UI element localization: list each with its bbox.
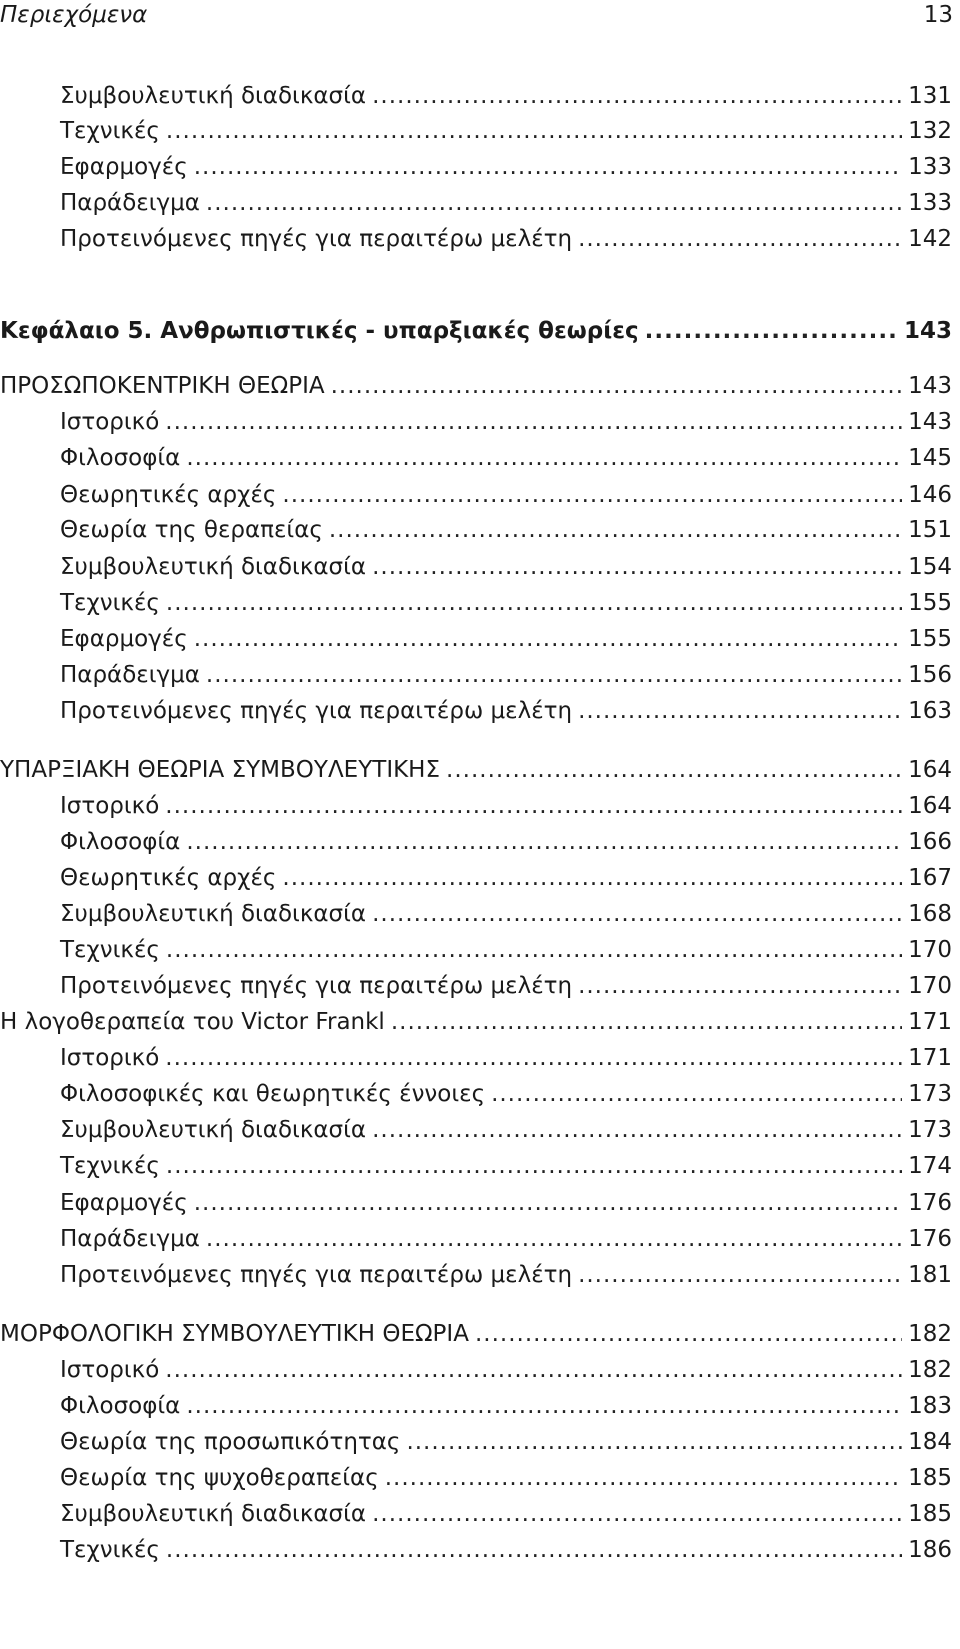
- toc-entry-page: 174: [908, 1153, 952, 1179]
- dot-leader: [372, 550, 902, 584]
- toc-entry-title: Θεωρία της ψυχοθεραπείας: [60, 1465, 379, 1491]
- toc-entry[interactable]: [60, 79, 952, 113]
- toc-entry-page: 155: [908, 590, 952, 616]
- toc-entry-page: 163: [908, 698, 952, 724]
- toc-entry-title: ΠΡΟΣΩΠΟΚΕΝΤΡΙΚΗ ΘΕΩΡΙΑ: [0, 373, 325, 399]
- toc-entry-title: Εφαρμογές: [60, 154, 188, 180]
- toc-entry[interactable]: [60, 1425, 952, 1459]
- dot-leader: [491, 1077, 902, 1111]
- dot-leader: [165, 1041, 902, 1075]
- toc-entry-page: 133: [908, 154, 952, 180]
- toc-entry[interactable]: [60, 1461, 952, 1495]
- toc-entry-page: 164: [908, 757, 952, 783]
- running-title: Περιεχόμενα: [0, 2, 148, 28]
- toc-entry-title: Θεωρητικές αρχές: [60, 865, 277, 891]
- toc-entry[interactable]: [60, 789, 952, 823]
- dot-leader: [194, 622, 902, 656]
- toc-entry[interactable]: [60, 1113, 952, 1147]
- toc-section-entry[interactable]: [0, 1005, 952, 1039]
- toc-entry[interactable]: [60, 441, 952, 475]
- toc-entry[interactable]: [60, 186, 952, 220]
- toc-entry-page: 170: [908, 937, 952, 963]
- toc-chapter-entry[interactable]: [0, 314, 952, 348]
- toc-entry-title: Παράδειγμα: [60, 190, 200, 216]
- toc-entry-page: 181: [908, 1262, 952, 1288]
- dot-leader: [578, 694, 902, 728]
- toc-entry-title: Συμβουλευτική διαδικασία: [60, 83, 367, 109]
- dot-leader: [166, 933, 902, 967]
- toc-entry[interactable]: [60, 1533, 952, 1567]
- toc-entry-title: Συμβουλευτική διαδικασία: [60, 554, 367, 580]
- dot-leader: [166, 114, 902, 148]
- toc-entry-page: 156: [908, 662, 952, 688]
- dot-leader: [578, 1258, 902, 1292]
- dot-leader: [186, 1389, 902, 1423]
- toc-entry-title: Συμβουλευτική διαδικασία: [60, 901, 367, 927]
- toc-entry-page: 143: [903, 318, 952, 344]
- toc-entry-page: 173: [908, 1081, 952, 1107]
- toc-entry-page: 173: [908, 1117, 952, 1143]
- toc-entry-page: 164: [908, 793, 952, 819]
- dot-leader: [578, 222, 902, 256]
- toc-entry-page: 176: [908, 1190, 952, 1216]
- toc-entry-page: 184: [908, 1429, 952, 1455]
- toc-entry-page: 171: [908, 1009, 952, 1035]
- toc-entry[interactable]: [60, 1258, 952, 1292]
- toc-entry-page: 155: [908, 626, 952, 652]
- toc-entry[interactable]: [60, 1186, 952, 1220]
- toc-entry-page: 151: [908, 517, 952, 543]
- toc-entry-title: Θεωρία της θεραπείας: [60, 517, 323, 543]
- toc-entry-title: Εφαρμογές: [60, 1190, 188, 1216]
- dot-leader: [282, 478, 902, 512]
- toc-entry-title: Τεχνικές: [60, 1537, 160, 1563]
- toc-entry-title: Θεωρητικές αρχές: [60, 482, 277, 508]
- dot-leader: [166, 1149, 902, 1183]
- toc-entry-title: Κεφάλαιο 5. Ανθρωπιστικές - υπαρξιακές θεωρίες: [0, 318, 639, 344]
- dot-leader: [645, 314, 898, 348]
- toc-entry-title: Φιλοσοφία: [60, 1393, 181, 1419]
- toc-entry[interactable]: [60, 933, 952, 967]
- toc-entry-title: Ιστορικό: [60, 409, 160, 435]
- toc-entry[interactable]: [60, 1222, 952, 1256]
- toc-entry-page: 143: [908, 409, 952, 435]
- dot-leader: [186, 441, 902, 475]
- toc-entry-title: Φιλοσοφία: [60, 445, 181, 471]
- toc-entry-page: 146: [908, 482, 952, 508]
- toc-entry[interactable]: [60, 1149, 952, 1183]
- toc-entry-title: Φιλοσοφικές και θεωρητικές έννοιες: [60, 1081, 486, 1107]
- toc-entry-page: 145: [908, 445, 952, 471]
- toc-entry-title: Παράδειγμα: [60, 662, 200, 688]
- toc-entry[interactable]: [60, 658, 952, 692]
- toc-entry-title: Τεχνικές: [60, 118, 160, 144]
- toc-entry-page: 154: [908, 554, 952, 580]
- toc-entry-page: 182: [908, 1357, 952, 1383]
- toc-entry-page: 186: [908, 1537, 952, 1563]
- toc-entry[interactable]: [60, 1497, 952, 1531]
- toc-section-entry[interactable]: [0, 369, 952, 403]
- toc-entry[interactable]: [60, 513, 952, 547]
- toc-entry[interactable]: [60, 586, 952, 620]
- toc-entry-title: Ιστορικό: [60, 1045, 160, 1071]
- toc-entry-title: ΥΠΑΡΞΙΑΚΗ ΘΕΩΡΙΑ ΣΥΜΒΟΥΛΕΥΤΙΚΗΣ: [0, 757, 441, 783]
- toc-entry-title: Τεχνικές: [60, 590, 160, 616]
- toc-entry[interactable]: [60, 478, 952, 512]
- toc-entry-title: Παράδειγμα: [60, 1226, 200, 1252]
- dot-leader: [329, 513, 902, 547]
- dot-leader: [475, 1317, 902, 1351]
- dot-leader: [372, 1497, 902, 1531]
- dot-leader: [166, 1533, 902, 1567]
- toc-entry-page: 183: [908, 1393, 952, 1419]
- toc-entry[interactable]: [60, 550, 952, 584]
- dot-leader: [186, 825, 902, 859]
- toc-entry-title: Συμβουλευτική διαδικασία: [60, 1117, 367, 1143]
- toc-entry-title: Προτεινόμενες πηγές για περαιτέρω μελέτη: [60, 973, 573, 999]
- toc-entry-title: Η λογοθεραπεία του Victor Frankl: [0, 1009, 385, 1035]
- dot-leader: [406, 1425, 902, 1459]
- dot-leader: [372, 897, 902, 931]
- toc-entry-page: 185: [908, 1465, 952, 1491]
- dot-leader: [206, 1222, 902, 1256]
- toc-entry-title: Θεωρία της προσωπικότητας: [60, 1429, 401, 1455]
- toc-entry-page: 170: [908, 973, 952, 999]
- toc-entry-page: 182: [908, 1321, 952, 1347]
- toc-entry[interactable]: [60, 1389, 952, 1423]
- toc-entry-page: 171: [908, 1045, 952, 1071]
- toc-entry-title: Εφαρμογές: [60, 626, 188, 652]
- toc-entry-page: 185: [908, 1501, 952, 1527]
- dot-leader: [166, 586, 902, 620]
- toc-entry-page: 142: [908, 226, 952, 252]
- dot-leader: [578, 969, 902, 1003]
- toc-entry[interactable]: [60, 1041, 952, 1075]
- toc-entry-page: 143: [908, 373, 952, 399]
- toc-entry[interactable]: [60, 150, 952, 184]
- toc-entry-page: 133: [908, 190, 952, 216]
- dot-leader: [282, 861, 902, 895]
- toc-entry-title: Προτεινόμενες πηγές για περαιτέρω μελέτη: [60, 1262, 573, 1288]
- toc-entry[interactable]: [60, 861, 952, 895]
- dot-leader: [372, 79, 902, 113]
- toc-entry-page: 176: [908, 1226, 952, 1252]
- dot-leader: [194, 1186, 902, 1220]
- toc-entry-title: Προτεινόμενες πηγές για περαιτέρω μελέτη: [60, 226, 573, 252]
- toc-entry[interactable]: [60, 825, 952, 859]
- dot-leader: [206, 186, 902, 220]
- dot-leader: [446, 753, 902, 787]
- dot-leader: [206, 658, 902, 692]
- dot-leader: [385, 1461, 902, 1495]
- toc-entry-title: Τεχνικές: [60, 937, 160, 963]
- toc-entry[interactable]: [60, 694, 952, 728]
- toc-entry[interactable]: [60, 114, 952, 148]
- toc-entry[interactable]: [60, 405, 952, 439]
- toc-entry-title: Συμβουλευτική διαδικασία: [60, 1501, 367, 1527]
- toc-entry-page: 167: [908, 865, 952, 891]
- page-number: 13: [923, 2, 953, 28]
- dot-leader: [194, 150, 902, 184]
- toc-section-entry[interactable]: [0, 1317, 952, 1351]
- toc-entry-title: Τεχνικές: [60, 1153, 160, 1179]
- toc-entry[interactable]: [60, 622, 952, 656]
- dot-leader: [391, 1005, 902, 1039]
- toc-entry[interactable]: [60, 222, 952, 256]
- toc-entry-page: 168: [908, 901, 952, 927]
- toc-entry[interactable]: [60, 1353, 952, 1387]
- dot-leader: [165, 1353, 902, 1387]
- toc-entry-title: Ιστορικό: [60, 793, 160, 819]
- dot-leader: [165, 789, 902, 823]
- dot-leader: [165, 405, 902, 439]
- toc-entry-title: Φιλοσοφία: [60, 829, 181, 855]
- dot-leader: [372, 1113, 902, 1147]
- toc-entry[interactable]: [60, 1077, 952, 1111]
- toc-entry-title: Προτεινόμενες πηγές για περαιτέρω μελέτη: [60, 698, 573, 724]
- dot-leader: [331, 369, 902, 403]
- toc-entry[interactable]: [60, 897, 952, 931]
- toc-section-entry[interactable]: [0, 753, 952, 787]
- toc-entry[interactable]: [60, 969, 952, 1003]
- toc-entry-page: 132: [908, 118, 952, 144]
- toc-entry-title: ΜΟΡΦΟΛΟΓΙΚΗ ΣΥΜΒΟΥΛΕΥΤΙΚΗ ΘΕΩΡΙΑ: [0, 1321, 469, 1347]
- toc-entry-title: Ιστορικό: [60, 1357, 160, 1383]
- toc-entry-page: 166: [908, 829, 952, 855]
- toc-entry-page: 131: [908, 83, 952, 109]
